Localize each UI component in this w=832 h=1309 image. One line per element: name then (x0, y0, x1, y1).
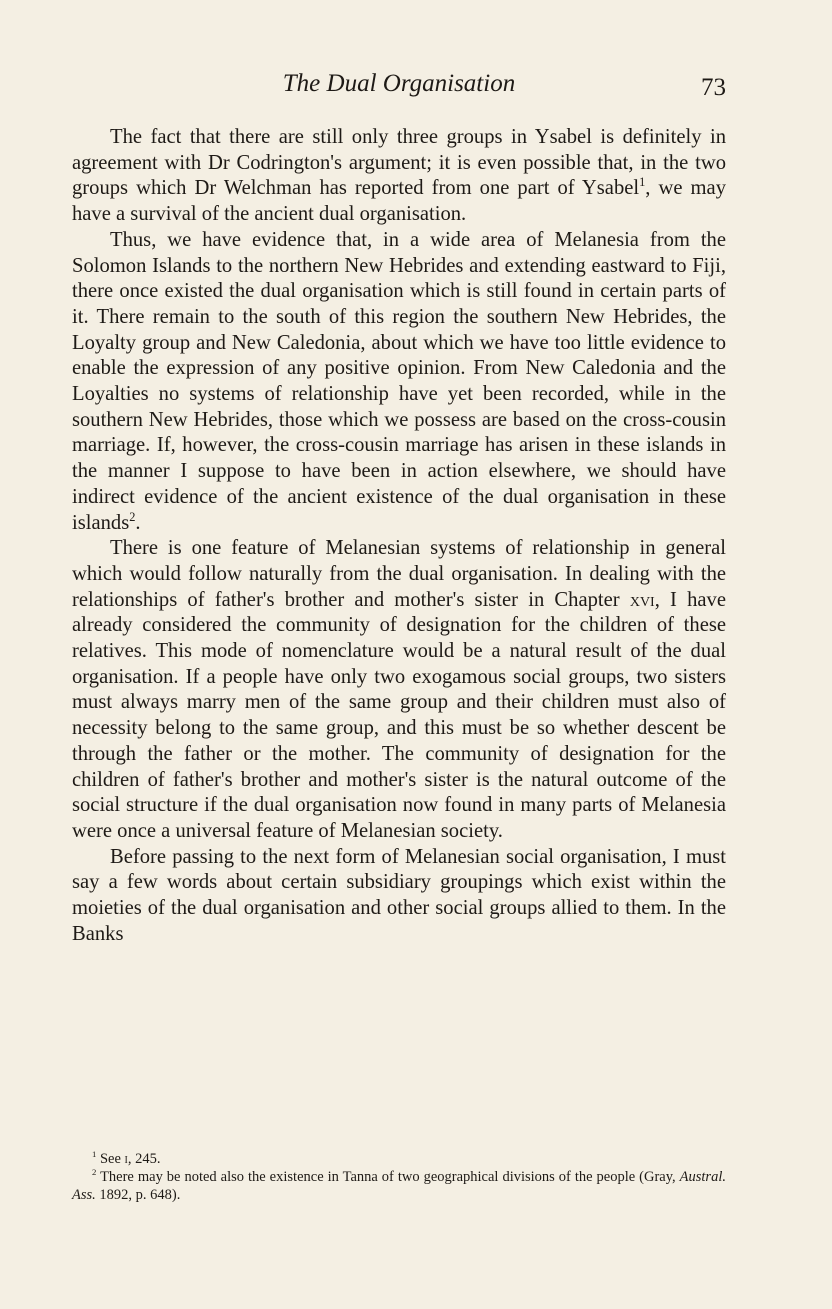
footnote-2 (72, 1168, 726, 1204)
footnote-1 (72, 1150, 726, 1168)
running-title: The Dual Organisation (282, 70, 516, 97)
chapter-number: xvi (629, 588, 655, 611)
page-number: 73 (701, 74, 726, 101)
footnote-marker-1: 1 (92, 1149, 97, 1160)
paragraph-3-tail: , I have already considered the community of designation for the children of these relatives. This mode of nomenclature would be a natural result of the dual organisation. If a people have only two exogamous social groups, two sisters must always marry men of the same group and their children must also of necessity belong to the same group, and this must be so whether descent be through the father or the mother. The community of designation for the children of father's brother and mother's sister is the natural outcome of the social structure if the dual organisation now found in many parts of Melanesia were once a universal feature of Melanesian society. (72, 588, 726, 842)
footnote-ref-1: 1 (639, 175, 646, 190)
footnote-marker-2: 2 (92, 1167, 97, 1178)
paragraph-3-text: There is one feature of Melanesian systems of relationship in general which would follow naturally from the dual organisation. In dealing with the relationships of father's brother and mother's sister in Chapter (72, 537, 726, 611)
footnotes (72, 1150, 726, 1204)
paragraph-2-text: Thus, we have evidence that, in a wide area of Melanesia from the Solomon Islands to the northern New Hebrides and extending eastward to Fiji, there once existed the dual organisation which is still found in certain parts of it. There remain to the south of this region the southern New Hebrides, the Loyalty group and New Caledonia, about which we have too little evidence to enable the expression of any positive opinion. From New Caledonia and the Loyalties no systems of relationship have yet been recorded, while in the southern New Hebrides, those which we possess are based on the cross-cousin marriage. If, however, the cross-cousin marriage has arisen in these islands in the manner I suppose to have been in action elsewhere, we should have indirect evidence of the ancient existence of the dual organisation in these islands (72, 228, 726, 534)
footnote-2-text: There may be noted also the existence in Tanna of two geographical divisions of the people (Gray, (100, 1169, 680, 1185)
book-page (72, 70, 726, 948)
paragraph-1-text: The fact that there are still only three groups in Ysabel is definitely in agreement with Dr Codrington's argument; it is even possible that, in the two groups which Dr Welchman has reported from one part of Ysabel (72, 126, 726, 200)
running-head (72, 70, 726, 110)
paragraph-4-text: Before passing to the next form of Melanesian social organisation, I must say a few words about certain subsidiary groupings which exist within the moieties of the dual organisation and other social groups allied to them. In the Banks (72, 845, 726, 945)
footnote-ref-2: 2 (129, 509, 136, 524)
paragraph-3 (72, 536, 726, 844)
footnote-2-journal: Austral. Ass. (72, 1169, 726, 1203)
paragraph-1 (72, 125, 726, 228)
body-text (72, 125, 726, 948)
paragraph-2 (72, 228, 726, 536)
paragraph-4 (72, 845, 726, 948)
footnote-2-tail: 1892, p. 648). (95, 1187, 181, 1203)
footnote-1-tail: , 245. (127, 1151, 161, 1167)
paragraph-2-tail: . (135, 511, 141, 534)
paragraph-1-tail: , we may have a survival of the ancient dual organisation. (72, 177, 726, 226)
footnote-1-volume: i (124, 1151, 128, 1167)
footnote-1-text: See (99, 1151, 125, 1167)
